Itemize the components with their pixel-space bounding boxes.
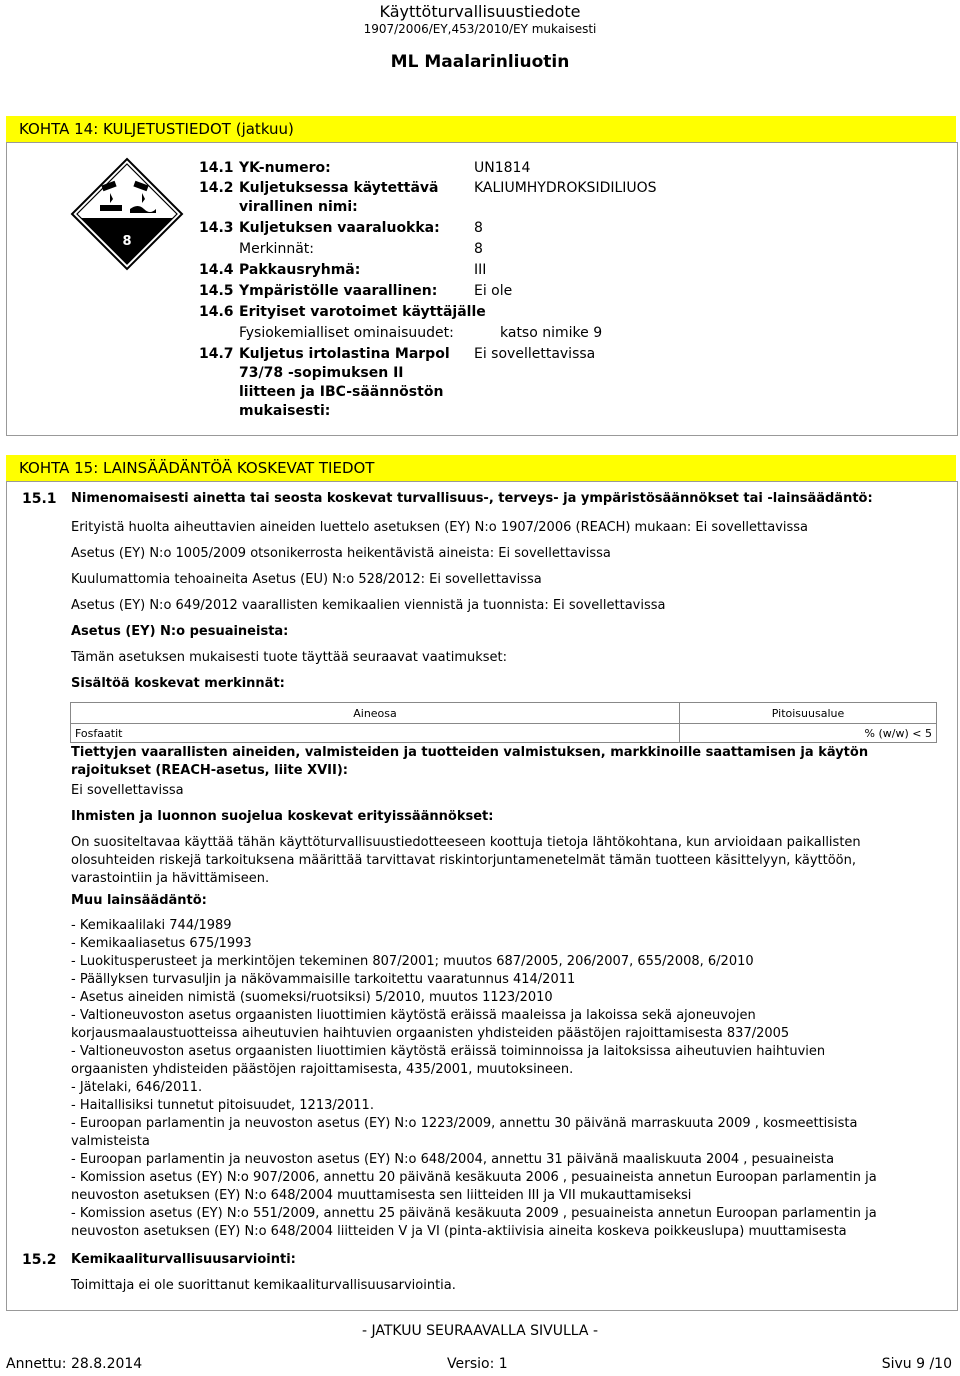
row-labels-value: 8 <box>474 241 483 257</box>
section14-heading: KOHTA 14: KULJETUSTIEDOT (jatkuu) <box>6 116 956 142</box>
row-14-2-label: Kuljetuksessa käytettävä <box>239 180 439 196</box>
row-14-4-label: Pakkausryhmä: <box>239 262 361 278</box>
section15-heading: KOHTA 15: LAINSÄÄDÄNTÖÄ KOSKEVAT TIEDOT <box>6 455 956 481</box>
continued-notice: - JATKUU SEURAAVALLA SIVULLA - <box>361 1323 598 1339</box>
row-14-3-value: 8 <box>474 220 483 236</box>
table-header-row <box>71 703 937 724</box>
protection-text: On suositeltavaa käyttää tähän käyttöturvallisuustiedotteeseen koottuja tietoja lähtökohtana, kun arvioidaan paikallisten olosuhteiden riskejä tarkoituksena määrittää tarvittavat riskintorjuntamenetelmät tämän tuotteen käsittelyyn, käyttöön, varastointiin ja hävittämiseen. <box>71 835 861 886</box>
row-14-1-label: YK-numero: <box>239 160 331 176</box>
restrictions-heading: Tiettyjen vaarallisten aineiden, valmisteiden ja tuotteiden valmistuksen, markkinoille saattamisen ja käytön rajoitukset (REACH-asetus, liite XVII): <box>71 745 869 778</box>
protection-heading: Ihmisten ja luonnon suojelua koskevat erityissäännökset: <box>71 809 494 824</box>
list-item: - Komission asetus (EY) N:o 551/2009, annettu 25 päivänä kesäkuuta 2009 , pesuaineista annetun Euroopan parlamentin ja neuvoston asetuksen (EY) N:o 648/2004 liitteiden V ja VI (pinta-aktiivisia aineita koskeva poikkeuslupa) muuttamisesta <box>71 1206 877 1239</box>
row-14-6-number: 14.6 <box>199 304 234 320</box>
row-14-3-number: 14.3 <box>199 220 234 236</box>
product-name: ML Maalarinliuotin <box>390 52 570 72</box>
detergents-text: Tämän asetuksen mukaisesti tuote täyttää seuraavat vaatimukset: <box>71 650 508 665</box>
reach-svhc-text: Erityistä huolta aiheuttavien aineiden luettelo asetuksen (EY) N:o 1907/2006 (REACH) mukaan: Ei sovellettavissa <box>71 520 809 535</box>
list-item: - Kemikaaliasetus 675/1993 <box>71 936 252 951</box>
row-14-7-label-cont2: liitteen ja IBC-säännöstön <box>239 384 444 400</box>
labelling-heading: Sisältöä koskevat merkinnät: <box>71 676 285 691</box>
row-14-5-value: Ei ole <box>474 283 513 299</box>
restrictions-value: Ei sovellettavissa <box>71 783 184 798</box>
subsection-15-1-title: Nimenomaisesti ainetta tai seosta koskevat turvallisuus-, terveys- ja ympäristösäännökset tai -lainsäädäntö: <box>71 491 873 506</box>
row-14-4-number: 14.4 <box>199 262 234 278</box>
row-physchem-label: Fysiokemialliset ominaisuudet: <box>239 325 454 341</box>
list-item: - Päällyksen turvasuljin ja näkövammaisille tarkoitettu vaaratunnus 414/2011 <box>71 972 576 987</box>
regulation-reference: 1907/2006/EY,453/2010/EY mukaisesti <box>363 22 597 36</box>
row-14-5-number: 14.5 <box>199 283 234 299</box>
row-14-2-number: 14.2 <box>199 180 234 196</box>
subsection-15-1-number: 15.1 <box>22 491 57 507</box>
row-14-1-value: UN1814 <box>474 160 531 176</box>
subsection-15-2-number: 15.2 <box>22 1252 57 1268</box>
row-14-7-number: 14.7 <box>199 346 234 362</box>
csa-text: Toimittaja ei ole suorittanut kemikaaliturvallisuusarviointia. <box>71 1278 456 1293</box>
list-item: - Luokitusperusteet ja merkintöjen tekeminen 807/2001; muutos 687/2005, 206/2007, 655/2008, 6/2010 <box>71 954 754 969</box>
row-14-7-label-cont1: 73/78 -sopimuksen II <box>239 365 404 381</box>
list-item: - Komission asetus (EY) N:o 907/2006, annettu 20 päivänä kesäkuuta 2006 , pesuaineista annetun Euroopan parlamentin ja neuvoston asetuksen (EY) N:o 648/2004 muuttamisesta sen liitteiden III ja VII mukauttamiseksi <box>71 1170 877 1203</box>
issue-date: Annettu: 28.8.2014 <box>6 1356 143 1372</box>
pictogram-class-label: 8 <box>122 234 132 249</box>
row-labels-label: Merkinnät: <box>239 241 314 257</box>
other-legislation-list <box>71 917 901 1241</box>
table-cell-ingredient: Fosfaatit <box>71 724 680 743</box>
list-item: - Jätelaki, 646/2011. <box>71 1080 203 1095</box>
row-14-2-value: KALIUMHYDROKSIDILIUOS <box>474 180 657 196</box>
table-row <box>71 724 937 743</box>
row-14-3-label: Kuljetuksen vaaraluokka: <box>239 220 440 236</box>
row-14-6-label: Erityiset varotoimet käyttäjälle <box>239 304 486 320</box>
row-14-1-number: 14.1 <box>199 160 234 176</box>
table-cell-concentration: % (w/w) < 5 <box>680 724 937 743</box>
list-item: - Valtioneuvoston asetus orgaanisten liuottimien käytöstä eräissä toiminnoissa ja laitoksissa aiheutuvien haihtuvien orgaanisten yhdisteiden päästöjen rajoittamisesta, 435/2001, muutoksineen. <box>71 1044 826 1077</box>
list-item: - Euroopan parlamentin ja neuvoston asetus (EY) N:o 1223/2009, annettu 30 päivänä marraskuuta 2009 , kosmeettisista valmisteista <box>71 1116 858 1149</box>
list-item: - Asetus aineiden nimistä (suomeksi/ruotsiksi) 5/2010, muutos 1123/2010 <box>71 990 553 1005</box>
table-header-ingredient: Aineosa <box>71 703 680 724</box>
list-item: - Valtioneuvoston asetus orgaanisten liuottimien käytöstä eräissä maaleissa ja lakoissa sekä ajoneuvojen korjausmaalaustuotteissa aiheutuvien haihtuvien orgaanisten yhdisteiden päästöjen rajoittamisesta 837/2005 <box>71 1008 790 1041</box>
list-item: - Haitallisiksi tunnetut pitoisuudet, 1213/2011. <box>71 1098 374 1113</box>
row-14-4-value: III <box>474 262 487 278</box>
row-14-7-value: Ei sovellettavissa <box>474 346 596 362</box>
pic-regulation-text: Asetus (EY) N:o 649/2012 vaarallisten kemikaalien viennistä ja tuonnista: Ei sovellettavissa <box>71 598 666 613</box>
other-legislation-heading: Muu lainsäädäntö: <box>71 893 207 908</box>
subsection-15-2-title: Kemikaaliturvallisuusarviointi: <box>71 1252 296 1267</box>
row-14-7-label: Kuljetus irtolastina Marpol <box>239 346 450 362</box>
biocide-regulation-text: Kuulumattomia tehoaineita Asetus (EU) N:o 528/2012: Ei sovellettavissa <box>71 572 542 587</box>
row-14-2-label-cont: virallinen nimi: <box>239 199 358 215</box>
row-physchem-value: katso nimike 9 <box>500 325 603 341</box>
ingredient-table <box>70 702 937 743</box>
table-header-concentration: Pitoisuusalue <box>680 703 937 724</box>
detergents-heading: Asetus (EY) N:o pesuaineista: <box>71 624 289 639</box>
version: Versio: 1 <box>447 1356 508 1372</box>
document-title: Käyttöturvallisuustiedote <box>379 2 581 21</box>
list-item: - Euroopan parlamentin ja neuvoston asetus (EY) N:o 648/2004, annettu 31 päivänä maaliskuuta 2004 , pesuaineista <box>71 1152 835 1167</box>
page-number: Sivu 9 /10 <box>881 1356 952 1372</box>
corrosive-class8-pictogram <box>70 157 184 327</box>
row-14-5-label: Ympäristölle vaarallinen: <box>239 283 438 299</box>
row-14-7-label-cont3: mukaisesti: <box>239 403 331 419</box>
ozone-regulation-text: Asetus (EY) N:o 1005/2009 otsonikerrosta heikentävistä aineista: Ei sovellettavissa <box>71 546 611 561</box>
list-item: - Kemikaalilaki 744/1989 <box>71 918 232 933</box>
